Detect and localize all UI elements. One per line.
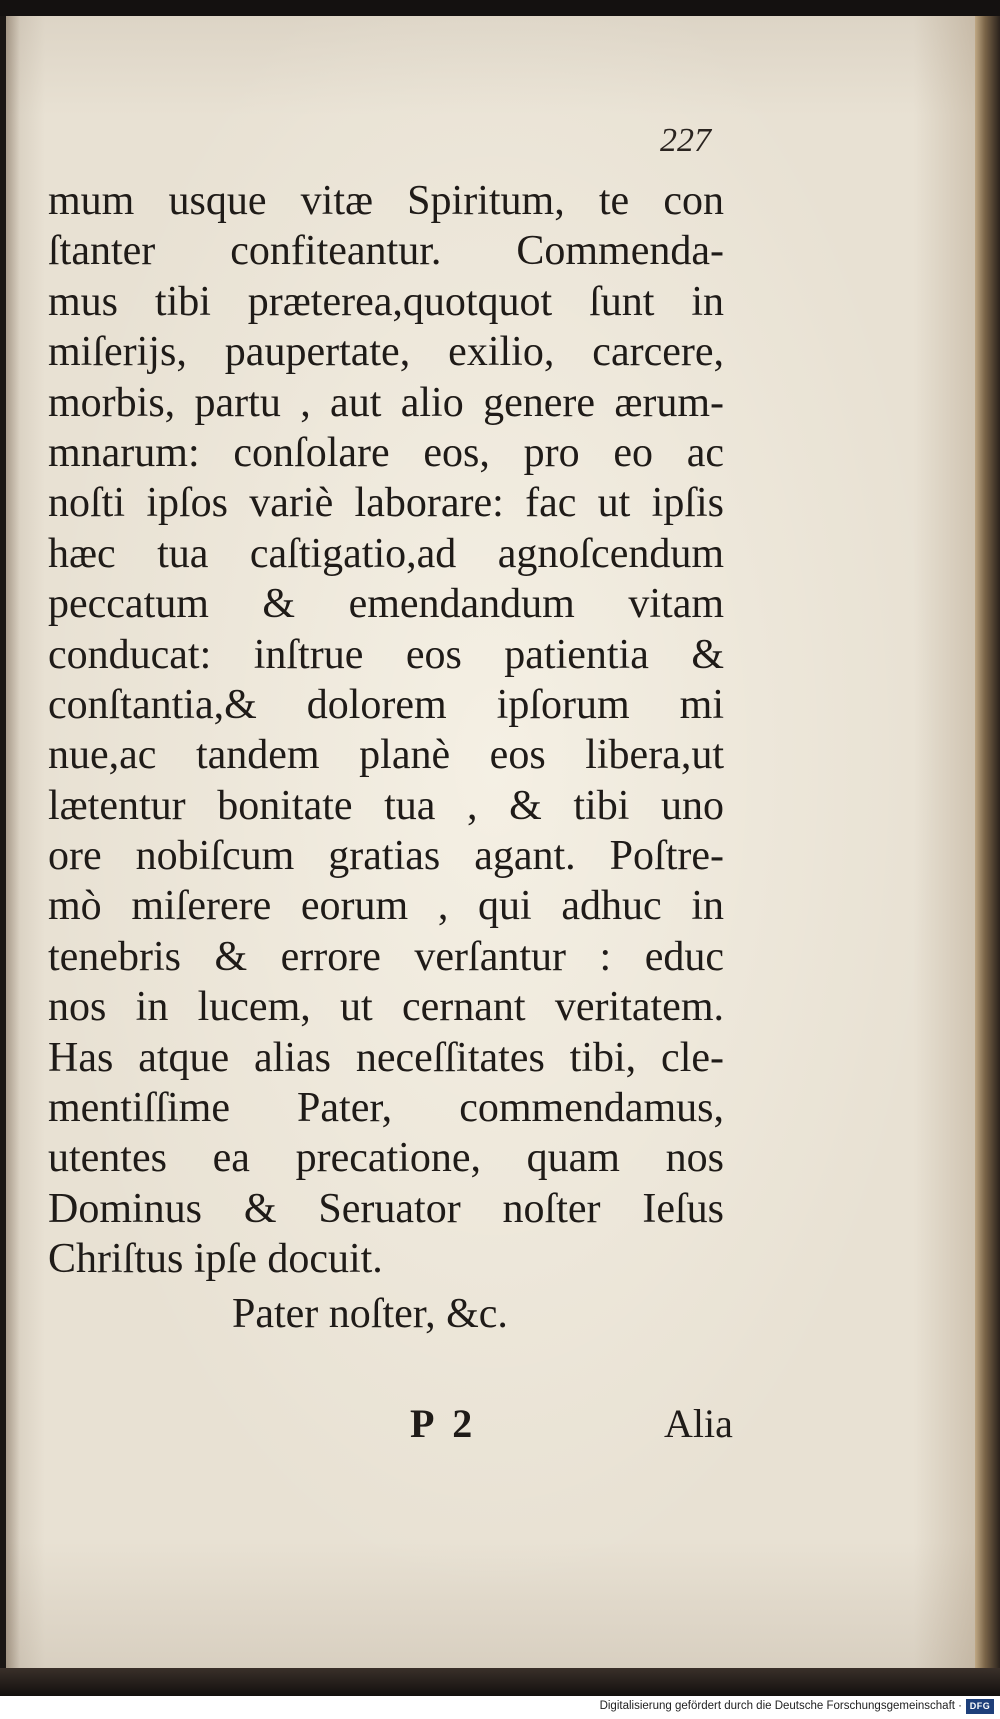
binding-shadow <box>6 16 20 1674</box>
signature-mark: P 2 <box>410 1401 473 1446</box>
text-line: noſti ipſos variè laborare: fac ut ipſis <box>48 480 724 527</box>
text-line: morbis, partu , aut alio genere ærum- <box>48 379 724 426</box>
body-text <box>48 176 724 1285</box>
text-line: ſtanter confiteantur. Commenda- <box>48 228 724 275</box>
text-line: tenebris & errore verſantur : educ <box>48 933 724 980</box>
text-line: mus tibi præterea,quotquot ſunt in <box>48 278 724 325</box>
text-line: mentiſſime Pater, commendamus, <box>48 1085 724 1132</box>
text-line: Chriſtus ipſe docuit. <box>48 1236 383 1283</box>
text-line: utentes ea precatione, quam nos <box>48 1135 724 1182</box>
page-number: 227 <box>660 122 711 159</box>
scan-bottom-edge <box>0 1668 1000 1696</box>
text-line: miſerijs, paupertate, exilio, carcere, <box>48 329 724 376</box>
text-line: conducat: inſtrue eos patientia & <box>48 631 724 678</box>
text-line: ore nobiſcum gratias agant. Poſtre- <box>48 833 724 880</box>
text-line: hæc tua caſtigatio,ad agnoſcendum <box>48 530 724 577</box>
catchword: Alia <box>664 1401 733 1446</box>
text-line: mò miſerere eorum , qui adhuc in <box>48 883 724 930</box>
text-line: Dominus & Seruator noſter Ieſus <box>48 1185 724 1232</box>
text-line: nue,ac tandem planè eos libera,ut <box>48 732 724 779</box>
text-line: mnarum: conſolare eos, pro eo ac <box>48 429 724 476</box>
text-line: conſtantia,& dolorem ipſorum mi <box>48 681 724 728</box>
text-line: peccatum & emendandum vitam <box>48 581 724 628</box>
dfg-logo-icon: DFG <box>966 1699 994 1714</box>
text-line: mum usque vitæ Spiritum, te con <box>48 178 724 224</box>
text-line: lætentur bonitate tua , & tibi uno <box>48 782 724 829</box>
text-line: Has atque alias neceſſitates tibi, cle- <box>48 1034 724 1081</box>
footer-credit: Digitalisierung gefördert durch die Deutsche Forschungsgemeinschaft · <box>599 1700 962 1712</box>
scan-top-edge <box>0 0 1000 16</box>
text-line: nos in lucem, ut cernant veritatem. <box>48 984 724 1031</box>
page-edge <box>975 16 1000 1674</box>
closing-line: Pater noſter, &c. <box>232 1291 508 1337</box>
